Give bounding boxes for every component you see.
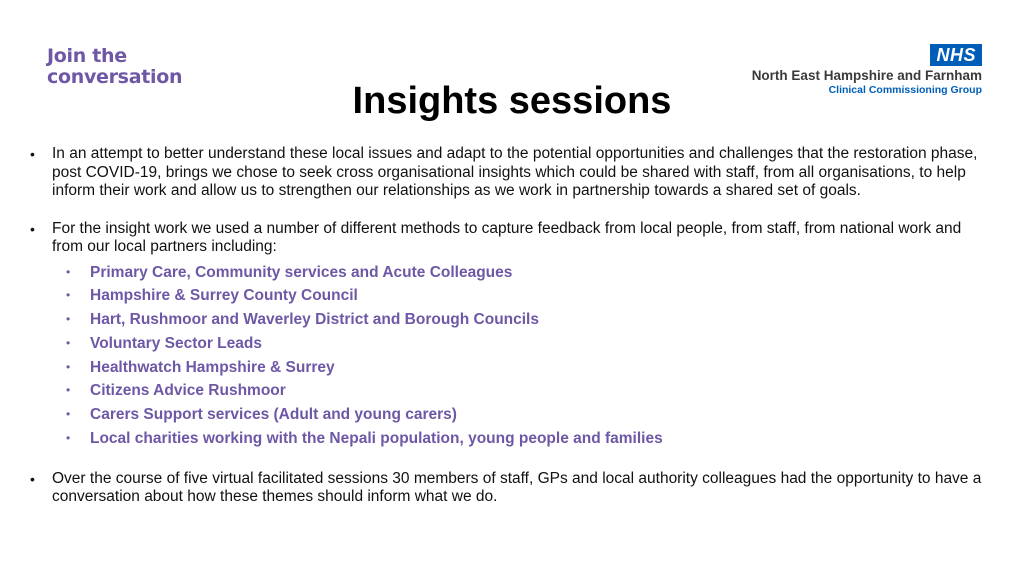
- bullet-item-2: [28, 220, 988, 451]
- partner-item: • Citizens Advice Rushmoor: [52, 379, 988, 403]
- bullet-item-3: [28, 470, 988, 507]
- sub-bullet-dot: •: [66, 407, 71, 422]
- bullet-dot: •: [30, 146, 35, 162]
- slide-content: [28, 145, 988, 526]
- partner-item: • Primary Care, Community services and Acute Colleagues: [52, 261, 988, 285]
- bullet-text-1: In an attempt to better understand these local issues and adapt to the potential opportunities and challenges that the restoration phase, post COVID-19, brings we chose to seek cross organisational insights which could be shared with staff, from all organisations, to help inform their work and allow us to strengthen our relationships as we work in partnership towards a shared set of goals.: [52, 145, 978, 199]
- sub-bullet-dot: •: [66, 335, 71, 350]
- page-title: Insights sessions: [352, 80, 672, 122]
- nhs-badge: NHS: [930, 44, 982, 66]
- bullet-dot: •: [30, 470, 35, 487]
- partner-item: • Local charities working with the Nepali population, young people and families: [52, 427, 988, 451]
- sub-bullet-dot: •: [66, 312, 71, 327]
- logo-line-2: conversation: [47, 66, 183, 88]
- org-subtitle: Clinical Commissioning Group: [828, 84, 982, 96]
- partner-item: • Carers Support services (Adult and young carers): [52, 403, 988, 427]
- sub-bullet-dot: •: [66, 264, 71, 279]
- bullet-dot: •: [30, 220, 35, 237]
- partner-item: • Hart, Rushmoor and Waverley District and Borough Councils: [52, 308, 988, 332]
- bullet-item-1: [28, 145, 988, 201]
- sub-bullet-dot: •: [66, 359, 71, 374]
- partner-item: • Voluntary Sector Leads: [52, 332, 988, 356]
- sub-bullet-dot: •: [66, 288, 71, 303]
- bullet-text-3: Over the course of five virtual facilitated sessions 30 members of staff, GPs and local authority colleagues had the opportunity to have a conversation about how these themes should inform what we do.: [52, 469, 982, 506]
- sub-bullet-dot: •: [66, 431, 71, 446]
- logo-line-1: Join the: [47, 45, 127, 67]
- bullet-text-2: For the insight work we used a number of different methods to capture feedback from local people, from staff, from national work and from our local partners including:: [52, 219, 962, 255]
- partners-list: [52, 261, 988, 451]
- org-name: North East Hampshire and Farnham: [751, 68, 982, 83]
- sub-bullet-dot: •: [66, 383, 71, 398]
- partner-item: • Hampshire & Surrey County Council: [52, 284, 988, 308]
- partner-item: • Healthwatch Hampshire & Surrey: [52, 356, 988, 380]
